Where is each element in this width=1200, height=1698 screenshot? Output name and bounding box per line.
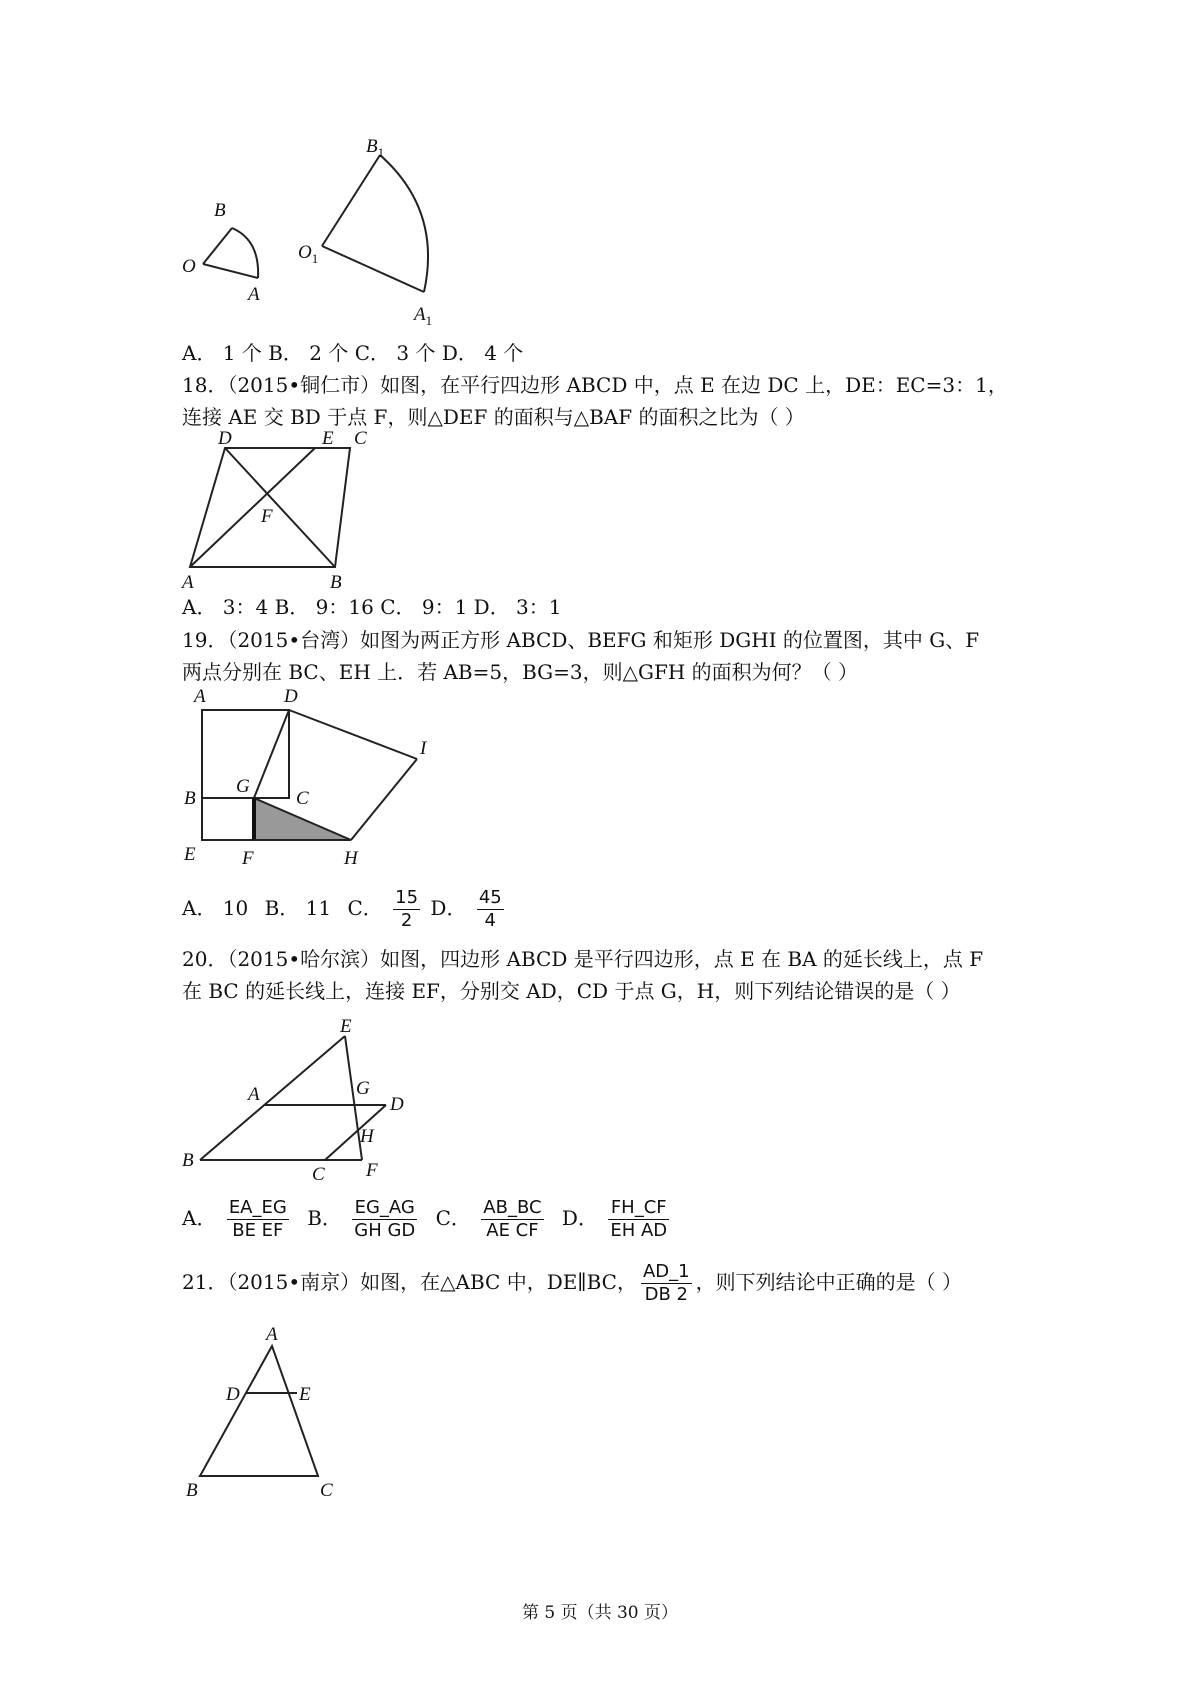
q18-figure <box>180 428 380 593</box>
q20-option-b-fraction: $\frac{EG\_AG}{\text{GH GD}}$ <box>354 1197 416 1241</box>
label-C: C <box>320 1480 333 1501</box>
q20-stem-line2: 在 BC 的延长线上，连接 EF，分别交 AD，CD 于点 G，H，则下列结论错误的是（ ） <box>182 979 961 1003</box>
label-C: C <box>312 1164 325 1185</box>
label-E: E <box>299 1384 311 1405</box>
label-I: I <box>420 738 427 759</box>
q19-option-a: A． 10 <box>182 896 249 920</box>
label-B: B <box>182 1150 194 1171</box>
label-E: E <box>340 1016 352 1037</box>
page-footer: 第 5 页（共 30 页） <box>521 1603 679 1623</box>
q20-stem-line1: 20．（2015•哈尔滨）如图，四边形 ABCD 是平行四边形，点 E 在 BA 的延长线上，点 F <box>182 947 984 971</box>
q19-stem-line1: 19．（2015•台湾）如图为两正方形 ABCD、BEFG 和矩形 DGHI 的位置图，其中 G、F <box>182 628 980 652</box>
q21-stem-pre: 21．（2015•南京）如图，在△ABC 中，DE∥BC， <box>182 1270 637 1294</box>
label-B: B <box>184 788 196 809</box>
q20-options <box>182 1194 673 1246</box>
label-G: G <box>236 776 250 797</box>
q19-option-c-fraction: $\frac{15}{2}$ <box>395 887 419 931</box>
label-E: E <box>184 844 196 865</box>
label-F: F <box>366 1160 378 1181</box>
label-A: A <box>248 284 260 305</box>
label-H: H <box>344 848 358 869</box>
label-C: C <box>354 428 367 449</box>
label-G: G <box>356 1078 370 1099</box>
label-B: B <box>214 200 226 221</box>
q18-stem-line1: 18．（2015•铜仁市）如图，在平行四边形 ABCD 中，点 E 在边 DC 上，DE：EC=3：1， <box>182 373 1008 397</box>
label-A: A <box>182 572 194 593</box>
label-O1: $O_1$ <box>298 242 319 266</box>
label-A1: $A_1$ <box>414 304 433 328</box>
label-F: F <box>242 848 254 869</box>
label-F: F <box>261 506 273 527</box>
q21-stem-post: ，则下列结论中正确的是（ ） <box>695 1270 962 1294</box>
q20-option-a-fraction: $\frac{EA\_EG}{\text{BE EF}}$ <box>228 1197 287 1241</box>
q18-stem-line2: 连接 AE 交 BD 于点 F，则△DEF 的面积与△BAF 的面积之比为（ ） <box>182 405 805 429</box>
q19-figure <box>180 688 440 868</box>
q20-option-c-fraction: $\frac{AB\_BC}{\text{AE CF}}$ <box>483 1197 542 1241</box>
label-H: H <box>360 1126 374 1147</box>
label-D: D <box>284 686 298 707</box>
q17-figure <box>180 136 440 328</box>
label-B1: $B_1$ <box>366 136 385 160</box>
q19-option-d-fraction: $\frac{45}{4}$ <box>478 887 502 931</box>
q17-options: A． 1 个 B． 2 个 C． 3 个 D． 4 个 <box>182 341 524 365</box>
label-O: O <box>182 256 196 277</box>
q20-option-d-label: D． <box>561 1206 598 1230</box>
q19-stem-line2: 两点分别在 BC、EH 上．若 AB=5，BG=3，则△GFH 的面积为何？（ ） <box>182 660 859 684</box>
q20-figure <box>180 1010 420 1185</box>
q20-option-a-label: A． <box>182 1206 217 1230</box>
label-A: A <box>266 1324 278 1345</box>
label-A: A <box>248 1084 260 1105</box>
label-B: B <box>330 572 342 593</box>
q19-option-d-label: D． <box>430 896 467 920</box>
label-E: E <box>322 428 334 449</box>
q21-stem <box>182 1258 962 1306</box>
q20-option-d-fraction: $\frac{FH\_CF}{\text{EH AD}}$ <box>610 1197 668 1241</box>
label-D: D <box>226 1384 240 1405</box>
q20-option-c-label: C． <box>435 1206 471 1230</box>
q21-stem-fraction: $\frac{AD\_1}{DB 2}$ <box>642 1261 690 1305</box>
q18-options: A． 3：4 B． 9：16 C． 9：1 D． 3：1 <box>182 595 562 619</box>
q19-option-c-label: C． <box>347 896 383 920</box>
label-B: B <box>186 1480 198 1501</box>
q20-option-b-label: B． <box>307 1206 342 1230</box>
label-A: A <box>194 686 206 707</box>
q21-figure <box>180 1326 360 1506</box>
label-D: D <box>390 1094 404 1115</box>
q19-options <box>182 884 508 936</box>
label-D: D <box>218 428 232 449</box>
q19-option-b: B． 11 <box>264 896 332 920</box>
label-C: C <box>296 788 309 809</box>
